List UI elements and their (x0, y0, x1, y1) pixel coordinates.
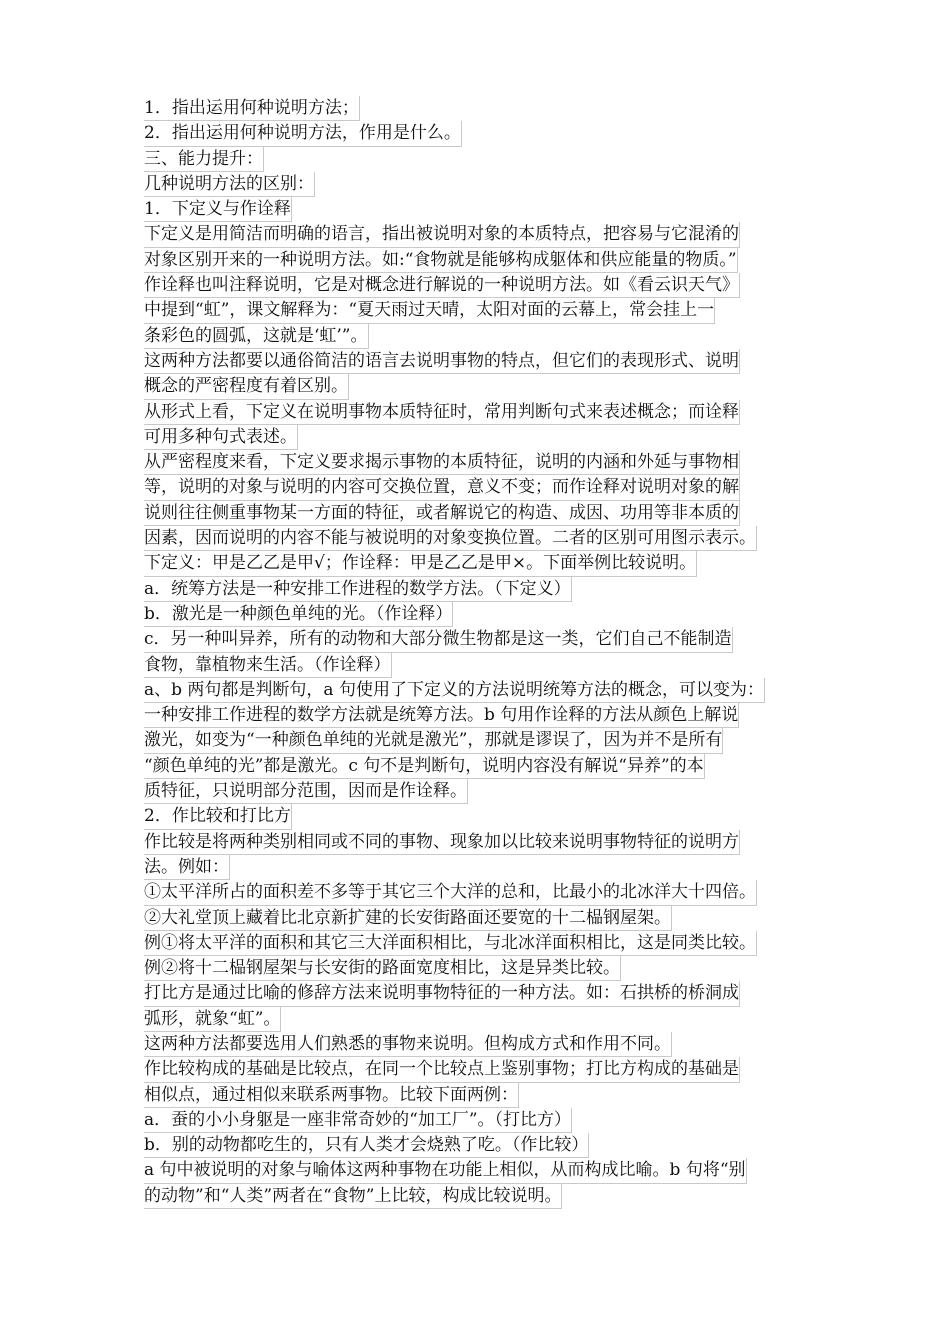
line-text: 从严密程度来看，下定义要求揭示事物的本质特征，说明的内涵和外延与事物相 (144, 450, 740, 475)
text-line (144, 830, 824, 855)
text-line (144, 172, 824, 197)
line-text: 2．作比较和打比方 (144, 804, 292, 829)
line-text: 作诠释也叫注释说明，它是对概念进行解说的一种说明方法。如《看云识天气》 (144, 273, 740, 298)
example-line (144, 1133, 824, 1158)
line-text: 下定义是用简洁而明确的语言，指出被说明对象的本质特点，把容易与它混淆的 (144, 222, 740, 247)
line-text: 1．下定义与作诠释 (144, 197, 292, 222)
line-text: 概念的严密程度有着区别。 (144, 374, 349, 399)
line-text: a 句中被说明的对象与喻体这两种事物在功能上相似，从而构成比喻。b 句将“别 (144, 1158, 747, 1183)
text-line (144, 728, 824, 753)
line-text: 的动物”和“人类”两者在“食物”上比较，构成比较说明。 (144, 1184, 562, 1209)
line-text: 质特征，只说明部分范围，因而是作诠释。 (144, 779, 468, 804)
document-page (144, 96, 824, 1209)
line-text: 条彩色的圆弧，这就是‘虹’”。 (144, 324, 369, 349)
text-line (144, 1184, 824, 1209)
line-text: 这两种方法都要以通俗简洁的语言去说明事物的特点，但它们的表现形式、说明 (144, 349, 740, 374)
section-heading (144, 147, 824, 172)
line-text: “颜色单纯的光”都是激光。c 句不是判断句，说明内容没有解说“异养”的本 (144, 754, 705, 779)
line-text: 弧形，就象“虹”。 (144, 1007, 281, 1032)
text-line (144, 931, 824, 956)
text-line (144, 349, 824, 374)
text-line (144, 703, 824, 728)
text-line (144, 298, 824, 323)
line-text: 例①将太平洋的面积和其它三大洋面积相比，与北冰洋面积相比，这是同类比较。 (144, 931, 757, 956)
example-line (144, 577, 824, 602)
line-text: 打比方是通过比喻的修辞方法来说明事物特征的一种方法。如：石拱桥的桥洞成 (144, 981, 740, 1006)
text-line (144, 754, 824, 779)
example-line (144, 1108, 824, 1133)
text-line (144, 222, 824, 247)
line-text: 这两种方法都要选用人们熟悉的事物来说明。但构成方式和作用不同。 (144, 1032, 672, 1057)
text-line (144, 551, 824, 576)
line-text: 可用多种句式表述。 (144, 425, 298, 450)
line-text: 法。例如： (144, 855, 230, 880)
text-line (144, 1032, 824, 1057)
text-line (144, 273, 824, 298)
line-text: 例②将十二榀钢屋架与长安街的路面宽度相比，这是异类比较。 (144, 956, 621, 981)
subsection-heading (144, 804, 824, 829)
line-text: c．另一种叫异养，所有的动物和大部分微生物都是这一类，它们自己不能制造 (144, 627, 733, 652)
line-text: 对象区别开来的一种说明方法。如:“食物就是能够构成躯体和供应能量的物质。” (144, 248, 738, 273)
line-text: a．统筹方法是一种安排工作进程的数学方法。（下定义） (144, 577, 572, 602)
text-line (144, 425, 824, 450)
text-line (144, 450, 824, 475)
line-text: 下定义：甲是乙乙是甲√；作诠释：甲是乙乙是甲×。下面举例比较说明。 (144, 551, 697, 576)
text-line (144, 1007, 824, 1032)
line-text: 等，说明的对象与说明的内容可交换位置，意义不变；而作诠释对说明对象的解 (144, 475, 740, 500)
example-line (144, 627, 824, 652)
text-line (144, 475, 824, 500)
line-text: 因素，因而说明的内容不能与被说明的对象变换位置。二者的区别可用图示表示。 (144, 526, 757, 551)
line-text: 一种安排工作进程的数学方法就是统筹方法。b 句用作诠释的方法从颜色上解说 (144, 703, 739, 728)
text-line (144, 1057, 824, 1082)
text-line (144, 501, 824, 526)
text-line (144, 855, 824, 880)
text-line (144, 1158, 824, 1183)
text-line (144, 956, 824, 981)
example-line (144, 906, 824, 931)
line-text: b．别的动物都吃生的，只有人类才会烧熟了吃。（作比较） (144, 1133, 589, 1158)
text-line (144, 400, 824, 425)
text-line (144, 678, 824, 703)
line-text: 激光，如变为“一种颜色单纯的光就是激光”，那就是谬误了，因为并不是所有 (144, 728, 723, 753)
text-line (144, 324, 824, 349)
line-text: a、b 两句都是判断句，a 句使用了下定义的方法说明统筹方法的概念，可以变为： (144, 678, 765, 703)
example-line (144, 880, 824, 905)
text-line (144, 248, 824, 273)
text-line (144, 1083, 824, 1108)
line-text: ②大礼堂顶上藏着比北京新扩建的长安街路面还要宽的十二榀钢屋架。 (144, 906, 672, 931)
text-line (144, 374, 824, 399)
line-text: 从形式上看，下定义在说明事物本质特征时，常用判断句式来表述概念；而诠释 (144, 400, 740, 425)
text-line (144, 96, 824, 121)
line-text: b．激光是一种颜色单纯的光。（作诠释） (144, 602, 453, 627)
text-line (144, 121, 824, 146)
line-text: 几种说明方法的区别： (144, 172, 315, 197)
line-text: 作比较是将两种类别相同或不同的事物、现象加以比较来说明事物特征的说明方 (144, 830, 740, 855)
line-text: 中提到“虹”，课文解释为：“夏天雨过天晴，太阳对面的云幕上，常会挂上一 (144, 298, 715, 323)
example-line (144, 653, 824, 678)
subsection-heading (144, 197, 824, 222)
line-text: 1．指出运用何种说明方法； (144, 96, 360, 121)
text-line (144, 981, 824, 1006)
line-text: 说则往往侧重事物某一方面的特征，或者解说它的构造、成因、功用等非本质的 (144, 501, 740, 526)
line-text: 2．指出运用何种说明方法，作用是什么。 (144, 121, 462, 146)
line-text: 作比较构成的基础是比较点，在同一个比较点上鉴别事物；打比方构成的基础是 (144, 1057, 740, 1082)
line-text: ①太平洋所占的面积差不多等于其它三个大洋的总和，比最小的北冰洋大十四倍。 (144, 880, 757, 905)
example-line (144, 602, 824, 627)
text-line (144, 526, 824, 551)
line-text: 三、能力提升： (144, 147, 264, 172)
text-line (144, 779, 824, 804)
line-text: a．蚕的小小身躯是一座非常奇妙的“加工厂”。（打比方） (144, 1108, 572, 1133)
line-text: 食物，靠植物来生活。（作诠释） (144, 653, 392, 678)
line-text: 相似点，通过相似来联系两事物。比较下面两例： (144, 1083, 519, 1108)
